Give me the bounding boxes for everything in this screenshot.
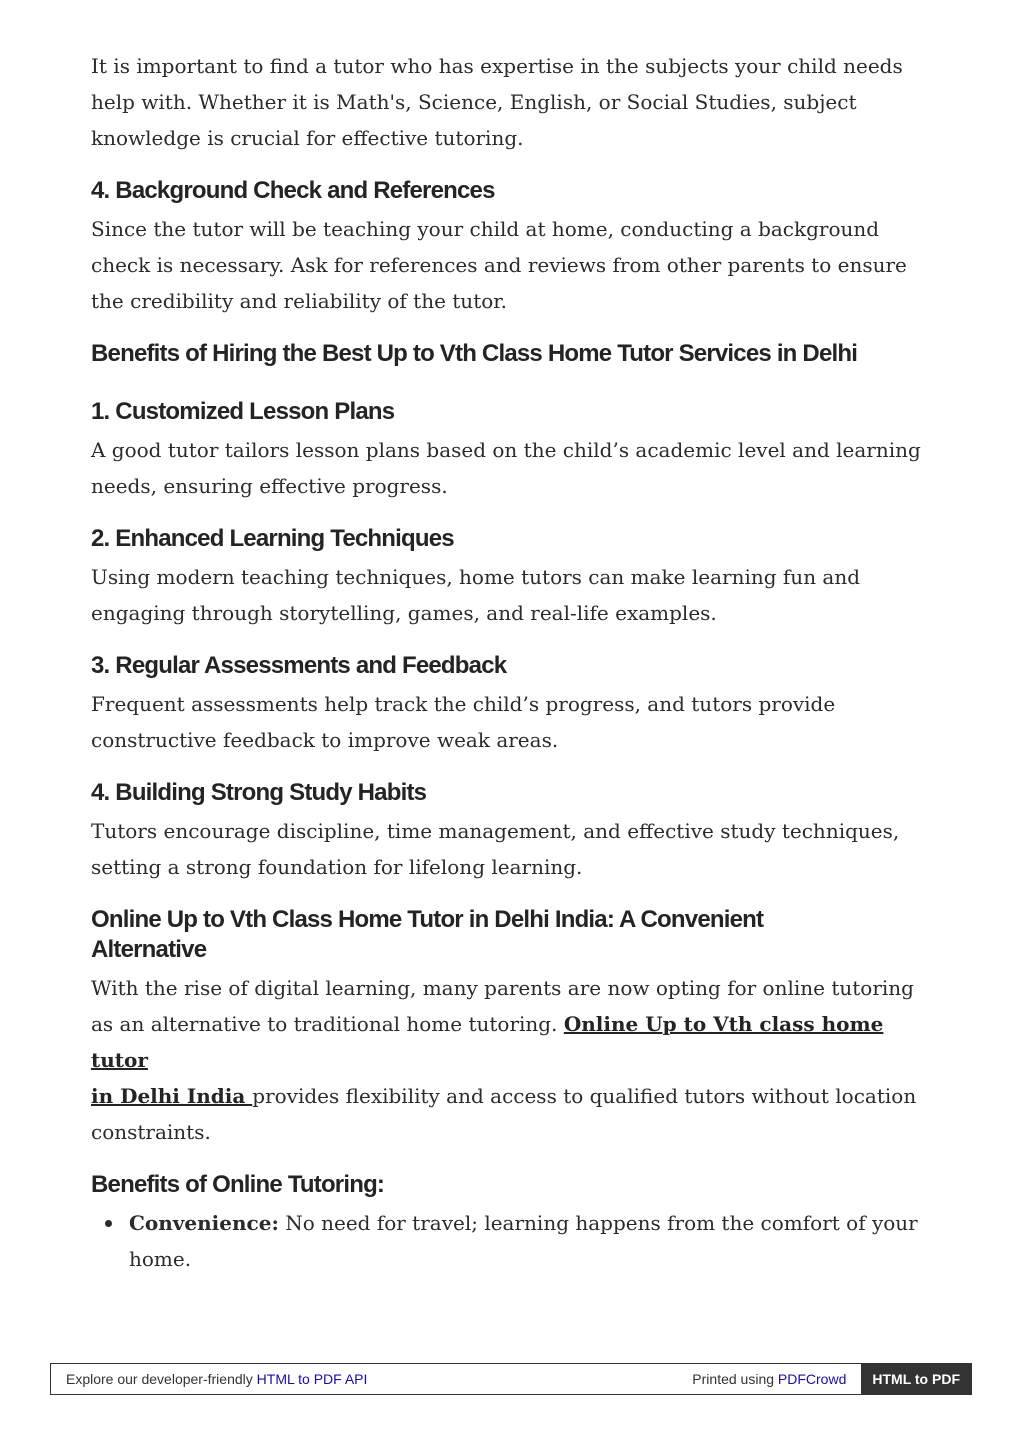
pdfcrowd-link[interactable]: PDFCrowd — [777, 1371, 847, 1387]
online-paragraph — [91, 970, 936, 1150]
paragraph-line: check is necessary. Ask for references and reviews from other parents to ensure — [91, 253, 907, 277]
paragraph-line: Using modern teaching techniques, home tutors can make learning fun and — [91, 565, 861, 589]
paragraph-line: Frequent assessments help track the child’s progress, and tutors provide — [91, 692, 836, 716]
pdfcrowd-footer — [50, 1363, 972, 1395]
benefit-paragraph — [91, 686, 936, 758]
benefit-heading-techniques: 2. Enhanced Learning Techniques — [91, 525, 454, 552]
benefit-heading-assessments: 3. Regular Assessments and Feedback — [91, 652, 507, 679]
list-item-text: No need for travel; learning happens from the comfort of your — [278, 1211, 918, 1235]
list-item-text: home. — [129, 1247, 192, 1271]
footer-printed — [692, 1364, 861, 1394]
paragraph-text: provides flexibility and access to qualified tutors without location — [252, 1084, 917, 1108]
heading-line: Online Up to Vth Class Home Tutor in Delhi India: A Convenient — [91, 906, 764, 933]
list-item-label: Convenience: — [129, 1211, 279, 1235]
paragraph-line: With the rise of digital learning, many parents are now opting for online tutoring — [91, 976, 914, 1000]
footer-printed-text: Printed using — [692, 1371, 775, 1387]
paragraph-line: engaging through storytelling, games, and real-life examples. — [91, 601, 717, 625]
paragraph-line: knowledge is crucial for effective tutoring. — [91, 126, 524, 150]
list-item — [129, 1205, 936, 1277]
online-benefits-list — [91, 1205, 936, 1277]
paragraph-line: needs, ensuring effective progress. — [91, 474, 448, 498]
footer-explore — [51, 1364, 692, 1394]
heading-line: Alternative — [91, 936, 207, 963]
footer-explore-text: Explore our developer-friendly — [66, 1371, 253, 1387]
benefit-heading-customized: 1. Customized Lesson Plans — [91, 398, 395, 425]
benefit-paragraph — [91, 432, 936, 504]
background-check-paragraph — [91, 211, 936, 319]
benefit-heading-study-habits: 4. Building Strong Study Habits — [91, 779, 427, 806]
section-heading-benefits: Benefits of Hiring the Best Up to Vth Class Home Tutor Services in Delhi — [91, 340, 858, 367]
link-text: in Delhi India — [91, 1084, 253, 1108]
paragraph-line: A good tutor tailors lesson plans based on the child’s academic level and learning — [91, 438, 921, 462]
paragraph-line: constructive feedback to improve weak areas. — [91, 728, 559, 752]
link-text: Online Up to Vth class home tutor — [91, 1012, 884, 1072]
paragraph-line: Since the tutor will be teaching your child at home, conducting a background — [91, 217, 880, 241]
benefit-paragraph — [91, 813, 936, 885]
html-to-pdf-api-link[interactable]: HTML to PDF API — [256, 1371, 368, 1387]
paragraph-line: help with. Whether it is Math's, Science, English, or Social Studies, subject — [91, 90, 857, 114]
document-body — [91, 48, 936, 1277]
section-heading-online-benefits: Benefits of Online Tutoring: — [91, 1171, 385, 1198]
bullet-icon — [105, 1220, 112, 1227]
section-heading-online — [91, 905, 936, 965]
paragraph-line: Tutors encourage discipline, time management, and effective study techniques, — [91, 819, 900, 843]
benefit-paragraph — [91, 559, 936, 631]
paragraph-text: as an alternative to traditional home tutoring. — [91, 1012, 564, 1036]
paragraph-line: setting a strong foundation for lifelong learning. — [91, 855, 583, 879]
intro-paragraph — [91, 48, 936, 156]
section-heading-background-check: 4. Background Check and References — [91, 177, 495, 204]
paragraph-line: the credibility and reliability of the tutor. — [91, 289, 507, 313]
paragraph-line: constraints. — [91, 1120, 211, 1144]
paragraph-line: It is important to find a tutor who has expertise in the subjects your child needs — [91, 54, 903, 78]
html-to-pdf-button[interactable]: HTML to PDF — [861, 1364, 971, 1394]
